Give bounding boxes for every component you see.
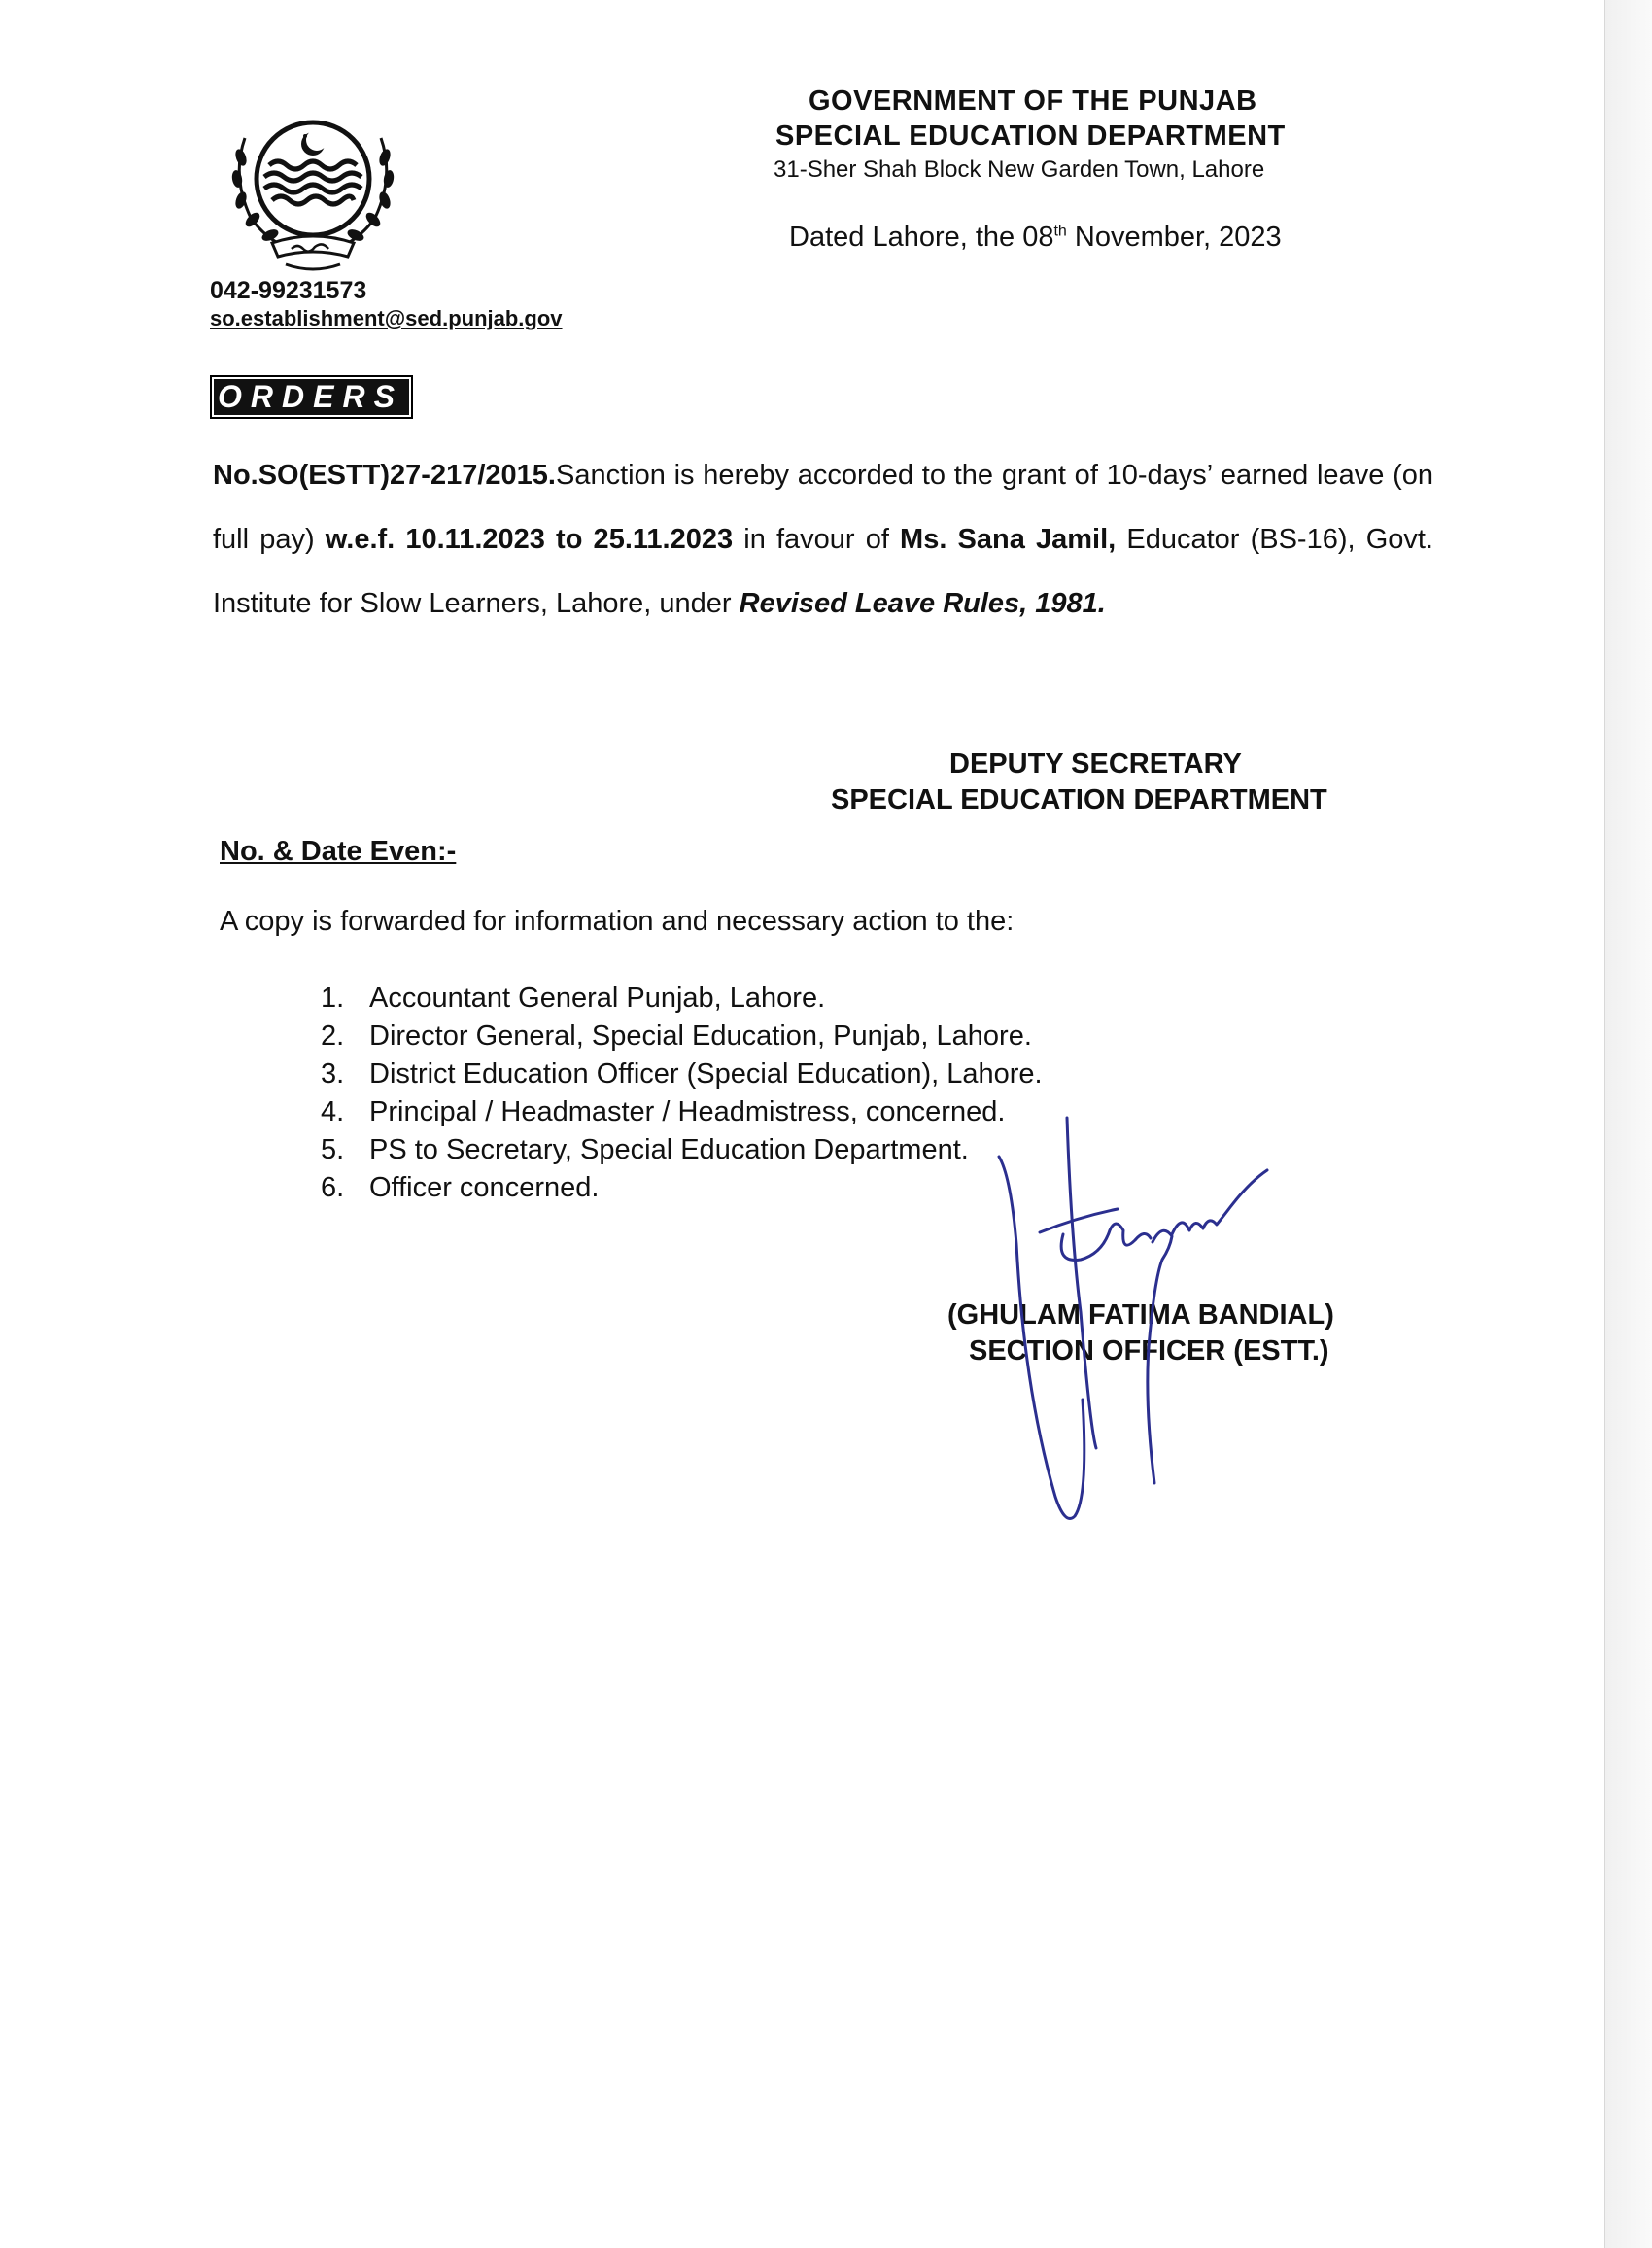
list-number: 6. <box>321 1172 345 1203</box>
order-text-2: in favour of <box>733 524 901 555</box>
list-text: Officer concerned. <box>369 1172 600 1203</box>
department-title: SPECIAL EDUCATION DEPARTMENT <box>775 121 1286 152</box>
list-item <box>321 1055 1043 1093</box>
list-item <box>321 980 1043 1018</box>
list-item <box>321 1169 1043 1207</box>
deputy-secretary-block <box>831 746 1433 818</box>
dated-prefix: Dated Lahore, the 08 <box>789 222 1054 253</box>
list-number: 1. <box>321 983 345 1014</box>
dated-suffix: November, 2023 <box>1066 222 1282 253</box>
order-number: No.SO(ESTT)27-217/2015. <box>213 460 556 491</box>
letterhead <box>758 84 1399 187</box>
list-number: 5. <box>321 1134 345 1165</box>
phone-number: 042-99231573 <box>210 277 367 304</box>
list-text: Director General, Special Education, Punjab, Lahore. <box>369 1020 1032 1052</box>
signer-name: (GHULAM FATIMA BANDIAL) <box>947 1299 1334 1331</box>
deputy-department: SPECIAL EDUCATION DEPARTMENT <box>831 784 1327 815</box>
employee-name: Ms. Sana Jamil, <box>900 524 1117 555</box>
list-number: 4. <box>321 1096 345 1127</box>
order-period: w.e.f. 10.11.2023 to 25.11.2023 <box>325 524 734 555</box>
list-item <box>321 1093 1043 1131</box>
list-text: Accountant General Punjab, Lahore. <box>369 983 826 1014</box>
copy-recipients-list <box>321 980 1043 1207</box>
signature-icon <box>981 1089 1312 1536</box>
department-address: 31-Sher Shah Block New Garden Town, Lahore <box>774 156 1265 183</box>
email-address: so.establishment@sed.punjab.gov <box>210 306 563 330</box>
list-number: 2. <box>321 1020 345 1052</box>
order-paragraph <box>213 443 1433 636</box>
list-text: Principal / Headmaster / Headmistress, concerned. <box>369 1096 1006 1127</box>
dated-superscript: th <box>1053 223 1067 240</box>
list-item <box>321 1131 1043 1169</box>
dated-line <box>789 222 1282 254</box>
government-title: GOVERNMENT OF THE PUNJAB <box>809 86 1257 117</box>
list-number: 3. <box>321 1058 345 1089</box>
order-text-1: Sanction is hereby accorded to the grant of 10-days’ earned leave (on full pay) <box>213 460 1433 555</box>
no-date-even: No. & Date Even:- <box>220 836 457 867</box>
punjab-emblem-icon <box>216 119 410 274</box>
list-item <box>321 1018 1043 1055</box>
order-text-3: Educator (BS-16), Govt. Institute for Slow Learners, Lahore, under <box>213 524 1433 619</box>
deputy-title: DEPUTY SECRETARY <box>949 748 1242 779</box>
list-text: PS to Secretary, Special Education Department. <box>369 1134 969 1165</box>
contact-info <box>210 275 563 331</box>
list-text: District Education Officer (Special Education), Lahore. <box>369 1058 1043 1089</box>
leave-rules: Revised Leave Rules, 1981. <box>739 588 1106 619</box>
scan-edge <box>1604 0 1652 2248</box>
signer-title: SECTION OFFICER (ESTT.) <box>969 1335 1329 1366</box>
orders-heading: ORDERS <box>210 375 413 419</box>
copy-intro: A copy is forwarded for information and necessary action to the: <box>220 906 1015 937</box>
